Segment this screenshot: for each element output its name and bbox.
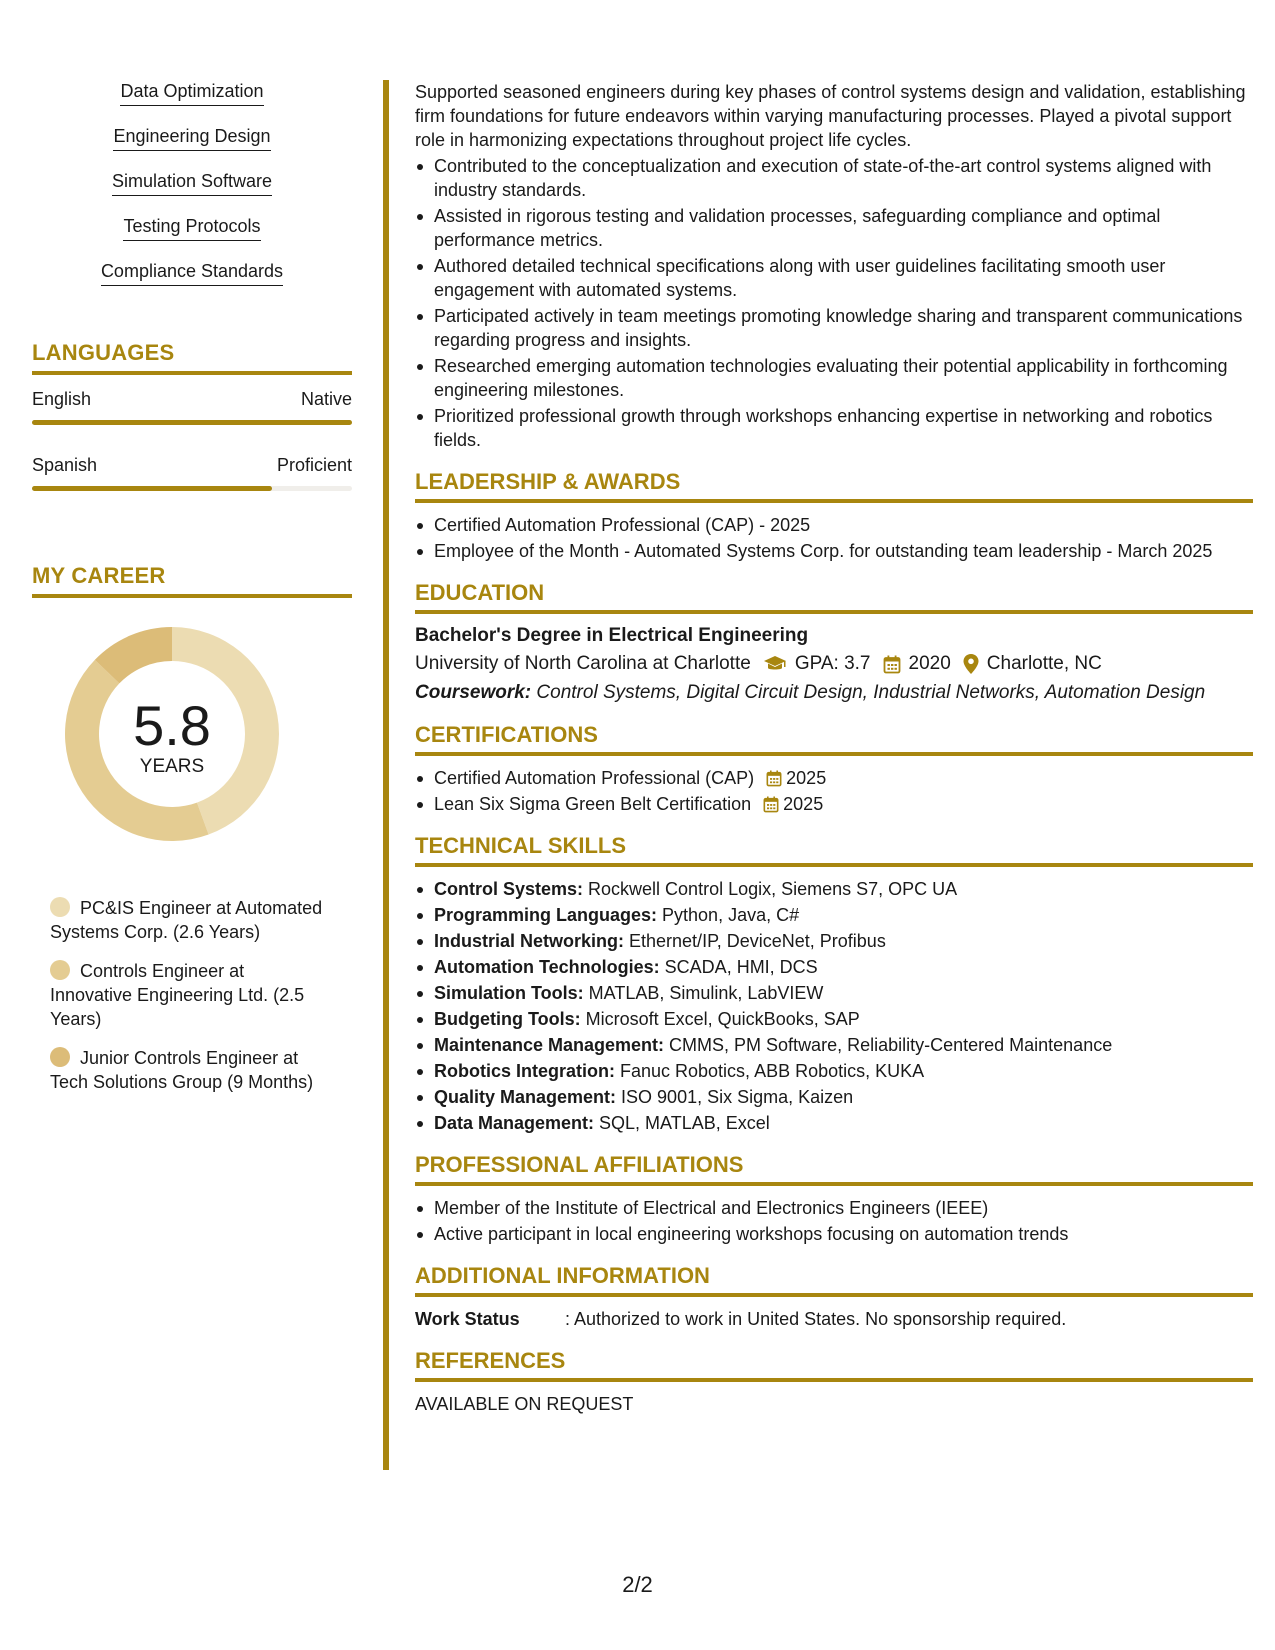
list-item: Prioritized professional growth through workshops enhancing expertise in networking and robotics fields.: [415, 404, 1253, 452]
list-item: [415, 792, 1253, 816]
column-divider: [383, 80, 389, 1470]
skill-tag: Simulation Software: [112, 170, 272, 196]
additional-info-heading: ADDITIONAL INFORMATION: [415, 1264, 1253, 1297]
references-text: AVAILABLE ON REQUEST: [415, 1394, 634, 1414]
list-item: [415, 877, 1253, 901]
skill-category: Industrial Networking:: [434, 931, 625, 951]
coursework-label: Coursework:: [415, 682, 532, 703]
list-item: [415, 766, 1253, 790]
language-level: Proficient: [276, 455, 352, 475]
list-item: Authored detailed technical specifications along with user guidelines facilitating smooth user engagement with automated systems.: [415, 254, 1253, 302]
legend-dot: [50, 1047, 70, 1067]
skill-values: Rockwell Control Logix, Siemens S7, OPC UA: [583, 879, 958, 899]
list-item: Contributed to the conceptualization and execution of state-of-the-art control systems aligned with industry standards.: [415, 154, 1253, 202]
skill-tag: Testing Protocols: [123, 215, 260, 241]
education-degree: Bachelor's Degree in Electrical Engineering: [415, 625, 809, 646]
education-year: 2020: [908, 653, 951, 674]
affiliations-list: [415, 1196, 1253, 1246]
skill-values: SCADA, HMI, DCS: [659, 957, 818, 977]
list-item: Assisted in rigorous testing and validation processes, safeguarding compliance and optimal performance metrics.: [415, 204, 1253, 252]
skill-category: Automation Technologies:: [434, 957, 660, 977]
career-heading: MY CAREER: [32, 563, 352, 598]
education-gpa: GPA: 3.7: [794, 653, 871, 674]
legend-label: Junior Controls Engineer at Tech Solutions Group (9 Months): [50, 1048, 314, 1092]
legend-label: PC&IS Engineer at Automated Systems Corp. (2.6 Years): [50, 898, 323, 942]
legend-dot: [50, 960, 70, 980]
work-status-value: : Authorized to work in United States. No sponsorship required.: [565, 1309, 1067, 1329]
career-total-years: 5.8: [133, 694, 211, 757]
language-proficiency-bar: [32, 486, 352, 491]
certification-year: 2025: [783, 794, 824, 814]
page-number: 2/2: [622, 1572, 653, 1597]
list-item: Employee of the Month - Automated Systems Corp. for outstanding team leadership - March 2025: [415, 539, 1253, 563]
certifications-heading: CERTIFICATIONS: [415, 723, 1253, 756]
skill-values: Ethernet/IP, DeviceNet, Profibus: [624, 931, 886, 951]
list-item: Member of the Institute of Electrical and Electronics Engineers (IEEE): [415, 1196, 1253, 1220]
work-status-label: Work Status: [415, 1309, 520, 1329]
skill-values: Python, Java, C#: [657, 905, 800, 925]
legend-item: [50, 1046, 325, 1094]
calendar-icon: [763, 796, 779, 813]
language-name: English: [32, 389, 92, 409]
list-item: Certified Automation Professional (CAP) - 2025: [415, 513, 1253, 537]
right-column: [415, 80, 1253, 1416]
leadership-heading: LEADERSHIP & AWARDS: [415, 470, 1253, 503]
list-item: [415, 1085, 1253, 1109]
skill-values: Fanuc Robotics, ABB Robotics, KUKA: [615, 1061, 925, 1081]
languages-heading: LANGUAGES: [32, 340, 352, 375]
certifications-list: [415, 766, 1253, 816]
list-item: [415, 981, 1253, 1005]
language-item: [32, 389, 352, 425]
experience-bullets: [415, 154, 1253, 452]
certification-name: Certified Automation Professional (CAP): [434, 768, 755, 788]
skill-values: ISO 9001, Six Sigma, Kaizen: [616, 1087, 854, 1107]
skill-category: Programming Languages:: [434, 905, 658, 925]
list-item: [415, 1059, 1253, 1083]
legend-item: [50, 896, 325, 944]
calendar-icon: [883, 655, 901, 674]
career-legend: [32, 896, 352, 1094]
skill-category: Data Management:: [434, 1113, 595, 1133]
experience-intro: Supported seasoned engineers during key phases of control systems design and validation, establishing firm foundations for future endeavors within varying manufacturing processes. Played a pivotal support role in harmonizing expectations throughout project life cycles.: [415, 82, 1246, 150]
skill-category: Budgeting Tools:: [434, 1009, 581, 1029]
education-details: [415, 652, 1253, 676]
skill-values: CMMS, PM Software, Reliability-Centered Maintenance: [664, 1035, 1113, 1055]
language-proficiency-bar: [32, 420, 352, 425]
skill-category: Simulation Tools:: [434, 983, 584, 1003]
career-total-unit: YEARS: [139, 756, 205, 777]
list-item: [415, 1033, 1253, 1057]
list-item: [415, 955, 1253, 979]
leadership-list: [415, 513, 1253, 563]
language-level: Native: [300, 389, 352, 409]
skill-values: Microsoft Excel, QuickBooks, SAP: [580, 1009, 860, 1029]
skill-category: Maintenance Management:: [434, 1035, 665, 1055]
coursework-list: Control Systems, Digital Circuit Design, Industrial Networks, Automation Design: [531, 682, 1206, 703]
technical-skills-heading: TECHNICAL SKILLS: [415, 834, 1253, 867]
skill-category: Robotics Integration:: [434, 1061, 615, 1081]
work-status-row: [415, 1307, 1253, 1331]
graduation-cap-icon: [763, 655, 787, 673]
list-item: Researched emerging automation technologies evaluating their potential applicability in forthcoming engineering milestones.: [415, 354, 1253, 402]
list-item: Active participant in local engineering workshops focusing on automation trends: [415, 1222, 1253, 1246]
skill-tag: Engineering Design: [113, 125, 270, 151]
skill-category: Quality Management:: [434, 1087, 617, 1107]
location-pin-icon: [963, 654, 979, 674]
language-item: [32, 455, 352, 491]
left-column: [32, 80, 352, 1109]
list-item: [415, 1111, 1253, 1135]
education-location: Charlotte, NC: [986, 653, 1102, 674]
skill-category: Control Systems:: [434, 879, 584, 899]
references-heading: REFERENCES: [415, 1349, 1253, 1382]
affiliations-heading: PROFESSIONAL AFFILIATIONS: [415, 1153, 1253, 1186]
legend-item: [50, 959, 325, 1031]
list-item: [415, 903, 1253, 927]
list-item: [415, 1007, 1253, 1031]
skill-tag: Compliance Standards: [101, 260, 283, 286]
list-item: Participated actively in team meetings promoting knowledge sharing and transparent communications regarding progress and insights.: [415, 304, 1253, 352]
list-item: [415, 929, 1253, 953]
calendar-icon: [766, 770, 782, 787]
skill-values: SQL, MATLAB, Excel: [594, 1113, 770, 1133]
certification-year: 2025: [786, 768, 827, 788]
skill-values: MATLAB, Simulink, LabVIEW: [583, 983, 824, 1003]
skills-list: [32, 80, 352, 305]
career-donut: [32, 626, 352, 876]
legend-dot: [50, 897, 70, 917]
education-coursework: [415, 681, 1253, 705]
education-heading: EDUCATION: [415, 581, 1253, 614]
certification-name: Lean Six Sigma Green Belt Certification: [434, 794, 752, 814]
technical-skills-list: [415, 877, 1253, 1135]
skill-tag: Data Optimization: [120, 80, 263, 106]
language-name: Spanish: [32, 455, 98, 475]
legend-label: Controls Engineer at Innovative Engineering Ltd. (2.5 Years): [50, 961, 305, 1029]
education-school: University of North Carolina at Charlotte: [415, 653, 751, 674]
